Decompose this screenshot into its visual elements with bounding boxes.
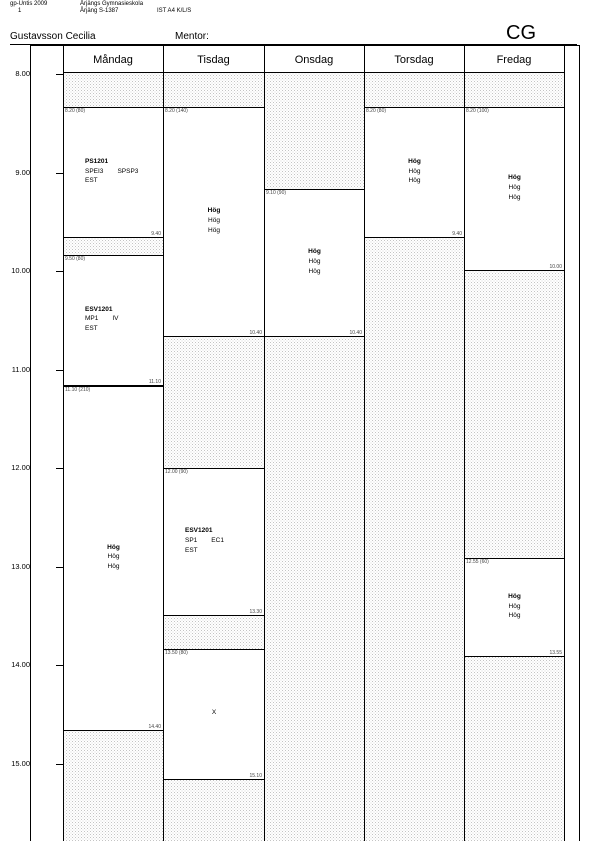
lesson-start-time: 12.00 (90) [165, 469, 188, 475]
lesson-block[interactable] [465, 558, 564, 657]
day-header: Tisdag [197, 54, 230, 66]
teacher-name: Gustavsson Cecilia [10, 31, 96, 42]
lesson-group: Hög [308, 257, 321, 265]
lesson-end-time: 9.40 [151, 231, 161, 238]
lesson-end-time: 14.40 [148, 723, 161, 730]
lesson-start-time: 13.50 (80) [165, 649, 188, 656]
time-label: 14.00 [11, 660, 30, 669]
page-number: 1 [18, 8, 22, 14]
lesson-end-time: 13.30 [249, 608, 262, 615]
lesson-subject: Hög [207, 207, 221, 215]
time-label: 13.00 [11, 561, 30, 571]
lesson-groups [365, 167, 464, 177]
lesson-subject: Hög [107, 543, 120, 551]
lesson-start-time: 11.10 (210) [65, 386, 91, 393]
time-label: 10.00 [11, 266, 30, 275]
lesson-room: EST [85, 325, 98, 333]
lesson-groups [164, 216, 264, 226]
lesson-end-time: 10.00 [549, 263, 562, 270]
lesson-group: X [211, 709, 217, 717]
lesson-room: Hög [408, 177, 421, 185]
lesson-block[interactable] [465, 107, 564, 271]
lesson-groups [85, 314, 119, 324]
lesson-group: Hög [408, 167, 421, 175]
lesson-block[interactable] [64, 386, 163, 731]
lesson-group: SP1 [185, 537, 198, 545]
lesson-group: SPSP3 [117, 167, 139, 175]
lesson-subject: Hög [508, 593, 521, 601]
day-header: Onsdag [294, 54, 334, 66]
lesson-end-time: 9.40 [452, 231, 462, 238]
lesson-block[interactable] [365, 107, 464, 238]
lesson-group: IV [112, 315, 119, 323]
lesson-block[interactable] [64, 107, 163, 238]
lesson-end-time: 13.55 [549, 649, 562, 656]
lesson-subject: PS1201 [85, 157, 109, 165]
lesson-end-time: 10.40 [349, 329, 362, 336]
lesson-subject: ESV1201 [185, 527, 213, 535]
time-label: 11.00 [11, 364, 30, 374]
lesson-block[interactable] [164, 468, 264, 616]
time-label: 15.00 [11, 758, 30, 768]
lesson-start-time: 8.20 (80) [65, 107, 86, 114]
lesson-group: Hög [107, 553, 120, 561]
lesson-subject: Hög [408, 157, 421, 165]
lesson-subject: Hög [308, 248, 321, 256]
lesson-block[interactable] [64, 255, 163, 386]
time-label: 12.00 [11, 463, 30, 472]
lesson-end-time: 15.10 [249, 772, 262, 779]
lesson-start-time: 8.20 (100) [466, 107, 489, 114]
lesson-group: EC1 [211, 537, 224, 545]
lesson-room: Hög [508, 612, 521, 620]
lesson-group: Hög [508, 184, 521, 192]
lesson-room: Hög [107, 563, 120, 571]
lesson-groups [465, 183, 564, 193]
lesson-end-time: 11.10 [148, 378, 161, 385]
lesson-start-time: 8.20 (140) [165, 107, 188, 114]
lesson-group: Hög [208, 216, 220, 224]
day-header: Måndag [93, 54, 133, 66]
lesson-end-time: 10.40 [249, 329, 262, 336]
time-label: 9.00 [15, 167, 30, 177]
teacher-code: CG [506, 22, 536, 44]
mentor-label: Mentor: [175, 31, 209, 42]
school-name: Årjängs Gymnasieskola [80, 1, 144, 7]
lesson-room: Hög [208, 226, 220, 234]
lesson-block[interactable] [265, 189, 364, 337]
lesson-groups [185, 536, 224, 546]
lesson-room: Hög [508, 193, 521, 201]
lesson-groups [265, 257, 364, 267]
lesson-group: MP1 [85, 315, 99, 323]
lesson-start-time: 8.20 (80) [366, 107, 387, 114]
lesson-subject: Hög [508, 174, 521, 182]
lesson-room: EST [185, 546, 198, 554]
lesson-block[interactable] [164, 107, 264, 337]
lesson-groups [465, 602, 564, 612]
lesson-groups [64, 552, 163, 562]
lesson-block[interactable] [164, 649, 264, 780]
lesson-groups [85, 167, 138, 177]
school-id: Årjäng S-1387 [80, 8, 119, 14]
lesson-groups [164, 708, 264, 718]
lesson-start-time: 9.10 (90) [266, 189, 287, 196]
day-header: Torsdag [394, 54, 434, 66]
lesson-room: Hög [308, 267, 321, 275]
lesson-group: SPEI3 [85, 167, 104, 175]
software-name: gp-Untis 2009 [10, 1, 48, 7]
print-format: IST A4 K/L/S [157, 8, 192, 14]
lesson-start-time: 12.55 (60) [466, 559, 489, 566]
time-label: 8.00 [15, 69, 30, 78]
lesson-subject: ESV1201 [85, 305, 113, 313]
day-header: Fredag [496, 54, 532, 66]
lesson-group: Hög [508, 602, 521, 610]
lesson-room: EST [85, 177, 98, 185]
lesson-start-time: 9.50 (80) [65, 255, 86, 262]
